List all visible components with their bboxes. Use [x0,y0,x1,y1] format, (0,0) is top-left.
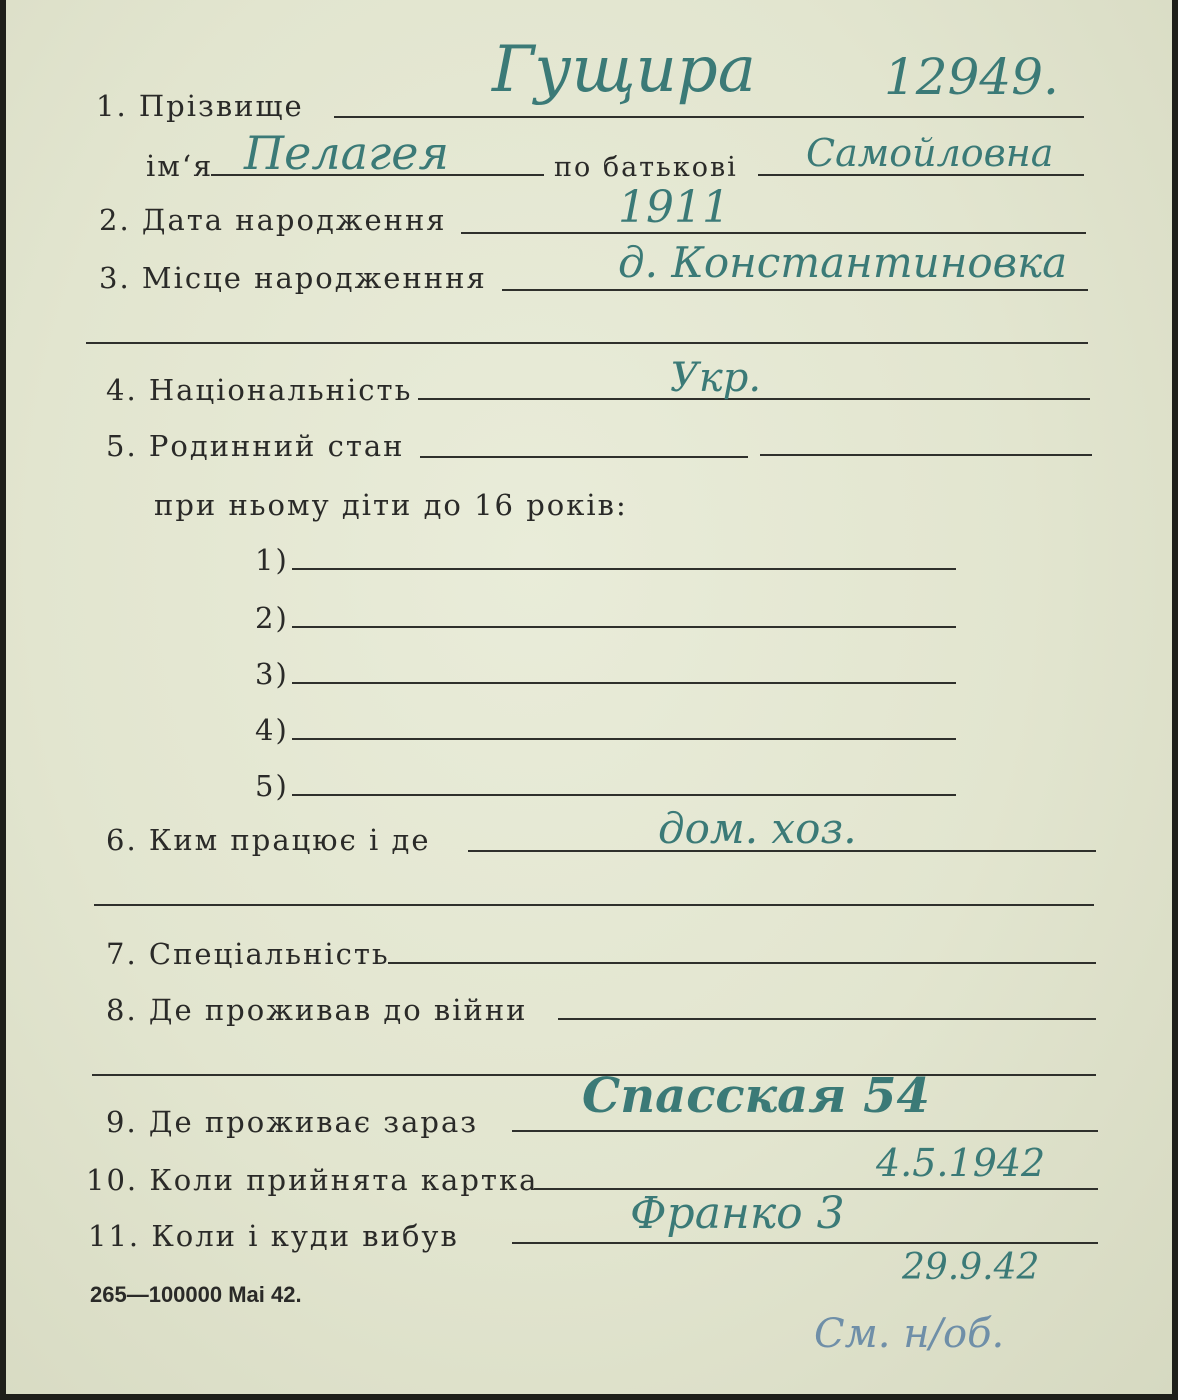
marital-status-line-a [420,456,748,458]
nationality-label: 4. Національність [106,373,413,407]
card-accepted-label: 10. Коли прийнята картка [86,1163,539,1197]
prewar-residence-line [558,1018,1096,1020]
back-note-handwriting: См. н/об. [814,1311,1005,1357]
child-item-4: 4) [255,713,289,747]
record-number-handwriting: 12949. [884,48,1059,106]
current-residence-label: 9. Де проживає зараз [106,1105,479,1139]
birth-date-label: 2. Дата народження [99,203,447,237]
work-handwriting: дом. хоз. [658,804,857,853]
child-item-1: 1) [255,543,289,577]
child-line-5 [292,794,956,796]
child-item-5: 5) [255,769,289,803]
marital-status-line-b [760,454,1092,456]
surname-line [334,116,1084,118]
card-date-handwriting: 4.5.1942 [876,1141,1046,1185]
surname-handwriting: Гущира [492,33,756,107]
birth-date-line [461,232,1086,234]
birth-place-handwriting: д. Константиновка [618,238,1068,287]
child-line-3 [292,682,956,684]
specialty-label: 7. Спеціальність [106,937,390,971]
current-residence-line [512,1130,1098,1132]
registration-card [6,0,1172,1394]
child-item-3: 3) [255,657,289,691]
blank-line-1 [86,342,1088,344]
birth-place-line [502,289,1088,291]
patronymic-label: по батькові [554,152,738,183]
departed-handwriting: Франко 3 [630,1188,845,1239]
children-label: при ньому діти до 16 років: [154,488,628,522]
child-line-4 [292,738,956,740]
birth-place-label: 3. Місце народженння [99,261,487,295]
nationality-handwriting: Укр. [670,355,762,401]
name-handwriting: Пелагея [244,126,449,180]
specialty-line [388,962,1096,964]
surname-label: 1. Прізвище [96,89,304,123]
departed-date-handwriting: 29.9.42 [902,1247,1040,1288]
prewar-residence-label: 8. Де проживав до війни [106,993,528,1027]
name-label: ім‘я [146,149,214,183]
birth-year-handwriting: 1911 [618,182,730,233]
current-address-handwriting: Спасская 54 [582,1068,930,1124]
marital-status-label: 5. Родинний стан [106,429,405,463]
child-line-2 [292,626,956,628]
child-line-1 [292,568,956,570]
departed-label: 11. Коли і куди вибув [88,1219,459,1253]
work-label: 6. Ким працює і де [106,823,431,857]
patronymic-handwriting: Самойловна [806,131,1054,175]
print-code: 265—100000 Mai 42. [90,1282,302,1307]
child-item-2: 2) [255,601,289,635]
blank-line-2 [94,904,1094,906]
departed-line [512,1242,1098,1244]
